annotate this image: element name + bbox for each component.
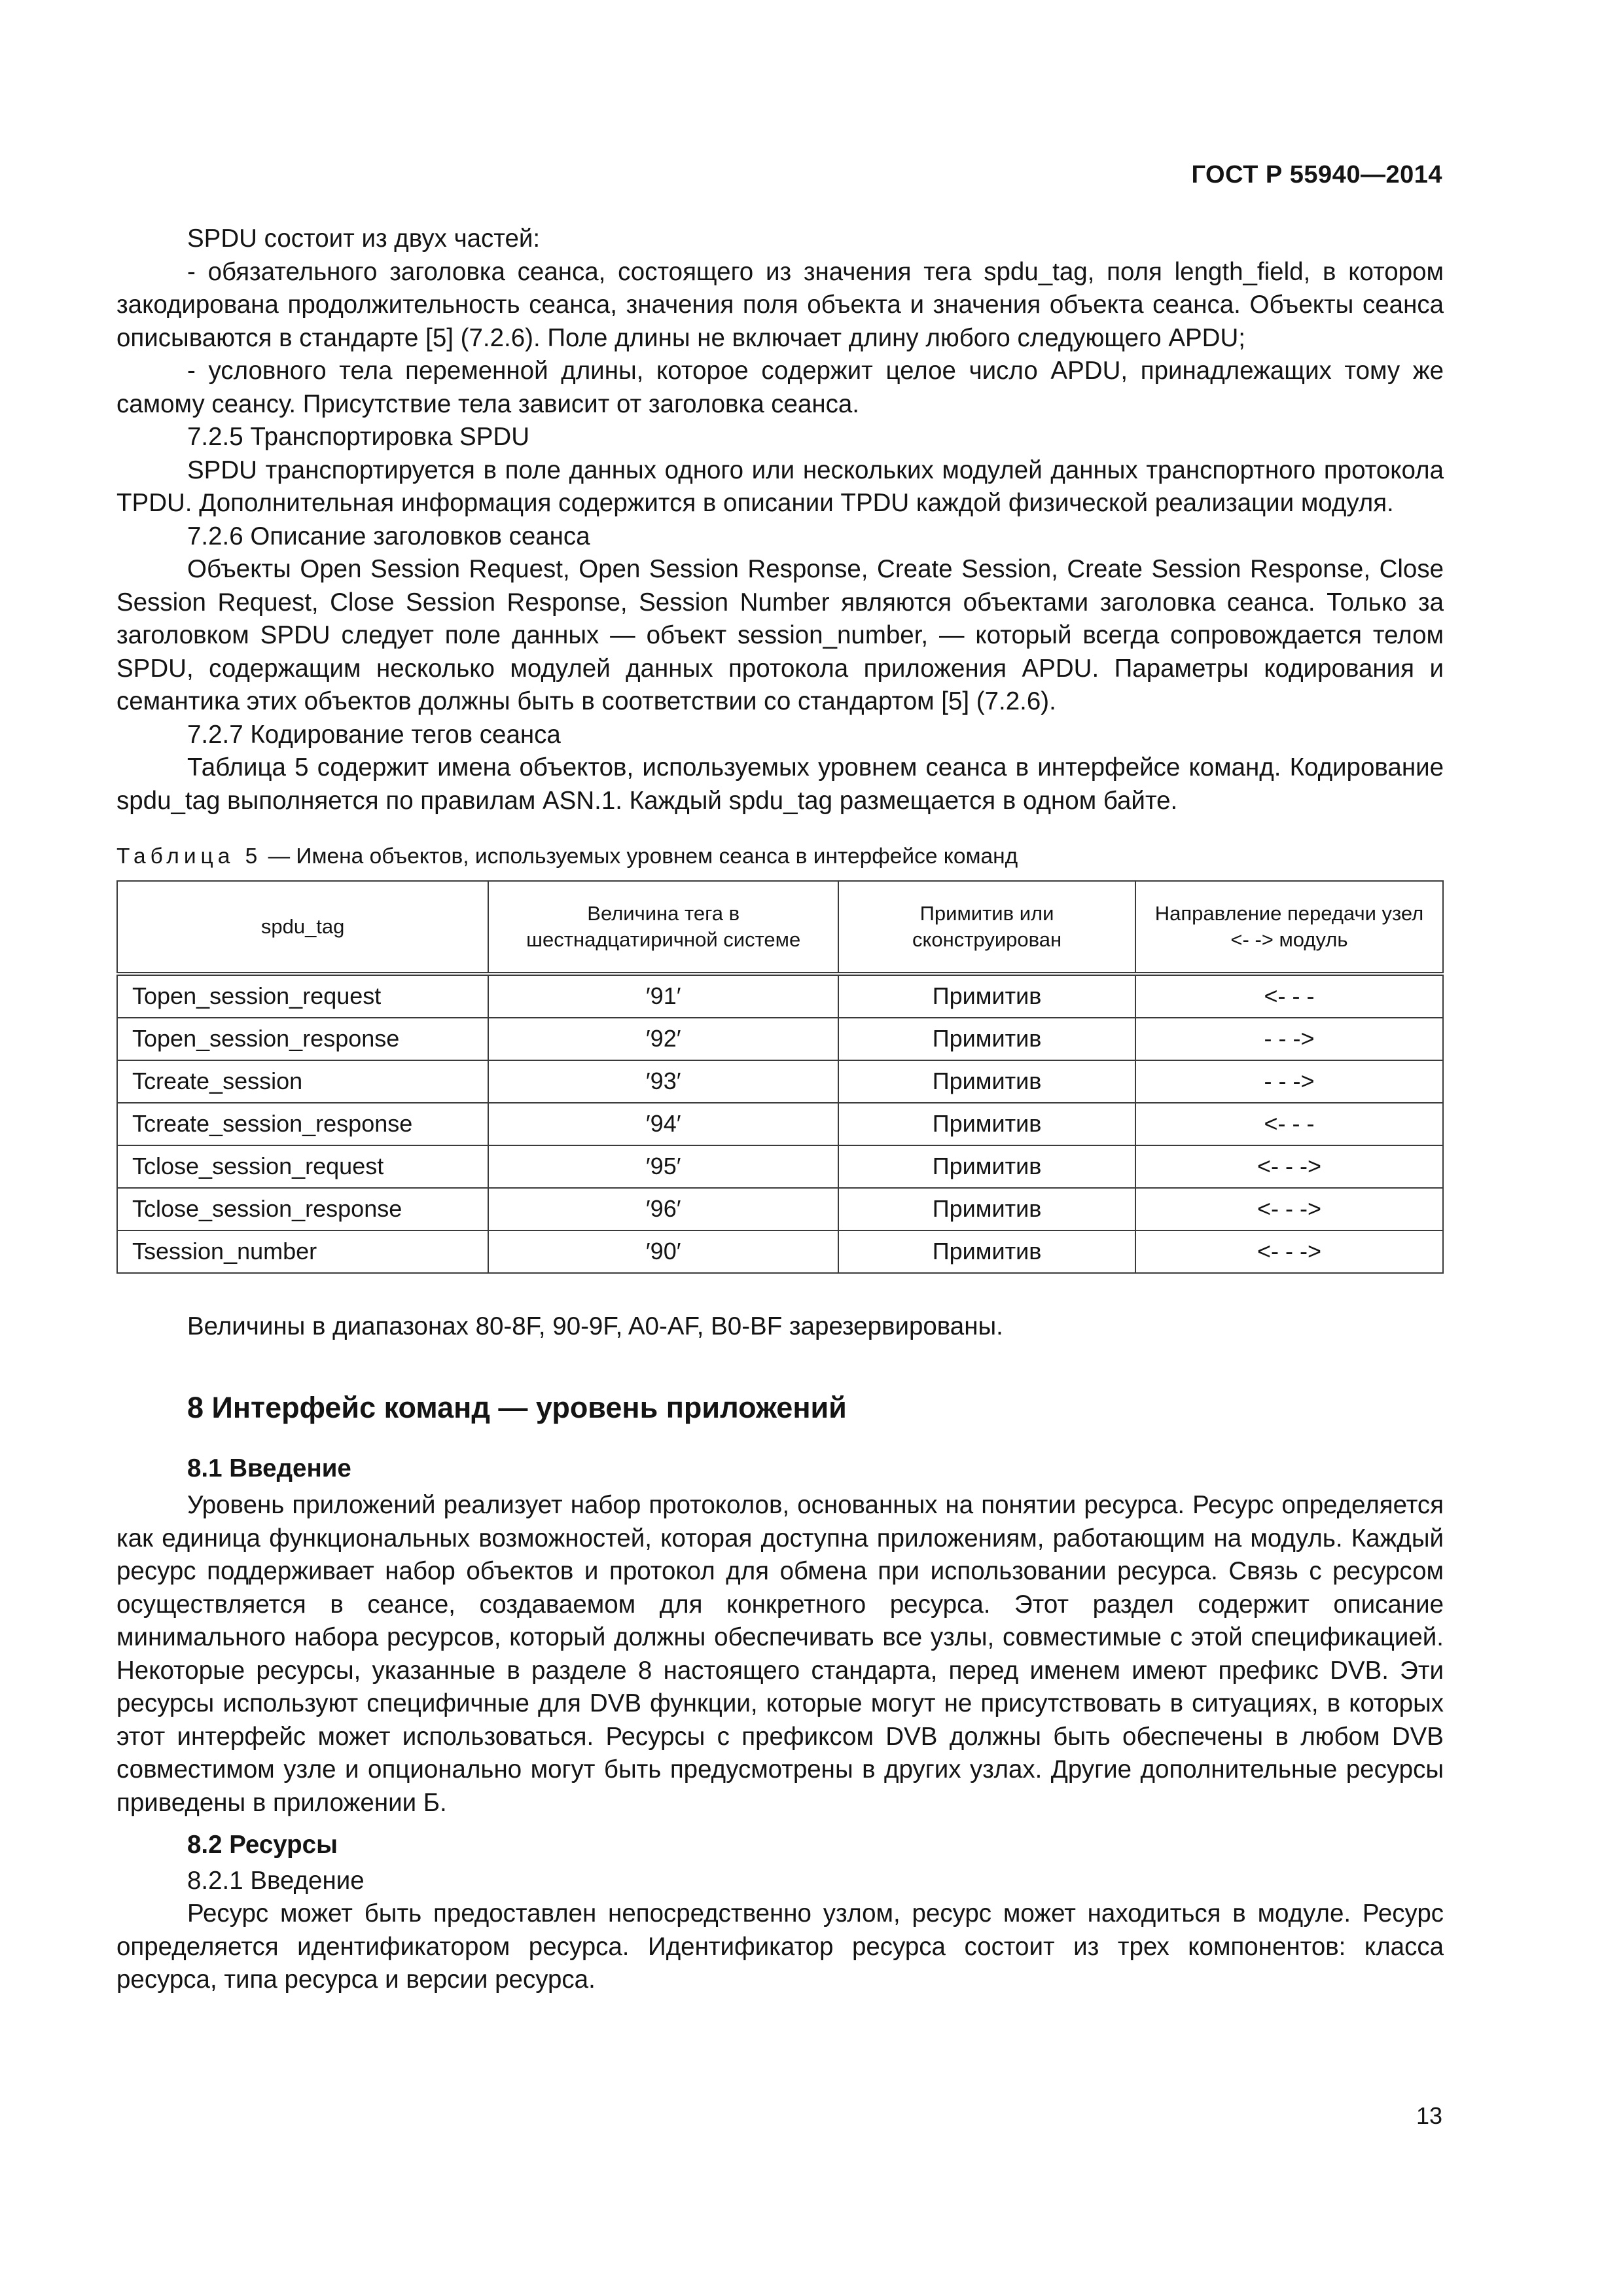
table-caption-label: Таблица 5	[116, 844, 262, 869]
cell-spdu-tag: Tclose_session_request	[117, 1145, 488, 1188]
paragraph: SPDU транспортируется в поле данных одного или нескольких модулей данных транспортного протокола TPDU. Дополнительная информация содержится в описании TPDU каждой физической реализации модуля.	[116, 456, 1444, 517]
cell-primitive: Примитив	[838, 1230, 1135, 1273]
paragraph: - обязательного заголовка сеанса, состоящего из значения тега spdu_tag, поля length_field, в котором закодирована продолжительность сеанса, значения поля объекта и значения объекта сеанса. Объекты сеанса описываются в стандарте [5] (7.2.6). Поле длины не включает длину любого следующего APDU;	[116, 257, 1444, 352]
cell-primitive: Примитив	[838, 974, 1135, 1018]
paragraph: Уровень приложений реализует набор протоколов, основанных на понятии ресурса. Ресурс определяется как единица функциональных возможностей, которая доступна приложениям, работающим на модуль. Каждый ресурс поддерживает набор объектов и протокол для обмена при использовании ресурса. Связь с ресурсом осуществляется в сеансе, создаваемом для конкретного ресурса. Этот раздел содержит описание минимального набора ресурсов, который должны обеспечивать все узлы, совместимые с этой спецификацией. Некоторые ресурсы, указанные в разделе 8 настоящего стандарта, перед именем имеют префикс DVB. Эти ресурсы используют специфичные для DVB функции, которые могут не присутствовать в ситуациях, в которых этот интерфейс может использоваться. Ресурсы с префиксом DVB должны быть обеспечены в любом DVB совместимом узле и опционально могут быть предусмотрены в других узлах. Другие дополнительные ресурсы приведены в приложении Б.	[116, 1491, 1444, 1817]
table-caption	[116, 842, 1444, 871]
cell-spdu-tag: Topen_session_response	[117, 1018, 488, 1060]
cell-spdu-tag: Topen_session_request	[117, 974, 488, 1018]
column-header: spdu_tag	[117, 881, 488, 974]
cell-hex-value: ′95′	[488, 1145, 838, 1188]
table-row	[117, 1230, 1443, 1273]
table-row	[117, 974, 1443, 1018]
document-header: ГОСТ Р 55940—2014	[1191, 161, 1442, 188]
cell-direction: <- - -	[1135, 1103, 1443, 1145]
cell-direction: <- - -	[1135, 974, 1443, 1018]
table-5	[116, 880, 1444, 1274]
cell-direction: - - ->	[1135, 1060, 1443, 1103]
paragraph: - условного тела переменной длины, которое содержит целое число APDU, принадлежащих тому же самому сеансу. Присутствие тела зависит от заголовка сеанса.	[116, 357, 1444, 418]
subsection-heading-7-2-6: 7.2.6 Описание заголовков сеанса	[187, 522, 590, 550]
paragraph: SPDU состоит из двух частей:	[187, 224, 541, 253]
section-heading-8: 8 Интерфейс команд — уровень приложений	[187, 1390, 847, 1424]
subsection-heading-8-2: 8.2 Ресурсы	[187, 1831, 338, 1859]
cell-hex-value: ′93′	[488, 1060, 838, 1103]
cell-direction: - - ->	[1135, 1018, 1443, 1060]
cell-primitive: Примитив	[838, 1060, 1135, 1103]
cell-direction: <- - ->	[1135, 1145, 1443, 1188]
table-header-row	[117, 881, 1443, 974]
cell-spdu-tag: Tsession_number	[117, 1230, 488, 1273]
cell-spdu-tag: Tcreate_session	[117, 1060, 488, 1103]
column-header: Направление передачи узел <- -> модуль	[1135, 881, 1443, 974]
paragraph: Ресурс может быть предоставлен непосредственно узлом, ресурс может находиться в модуле. Ресурс определяется идентификатором ресурса. Идентификатор ресурса состоит из трех компонентов: класса ресурса, типа ресурса и версии ресурса.	[116, 1899, 1444, 1994]
table-row	[117, 1188, 1443, 1230]
cell-hex-value: ′90′	[488, 1230, 838, 1273]
cell-hex-value: ′94′	[488, 1103, 838, 1145]
paragraph: Таблица 5 содержит имена объектов, используемых уровнем сеанса в интерфейсе команд. Кодирование spdu_tag выполняется по правилам ASN.1. Каждый spdu_tag размещается в одном байте.	[116, 753, 1444, 815]
paragraph: Объекты Open Session Request, Open Session Response, Create Session, Create Session Response, Close Session Request, Close Session Response, Session Number являются объектами заголовка сеанса. Только за заголовком SPDU следует поле данных — объект session_number, — который всегда сопровождается телом SPDU, содержащим несколько модулей данных протокола приложения APDU. Параметры кодирования и семантика этих объектов должны быть в соответствии со стандартом [5] (7.2.6).	[116, 555, 1444, 715]
cell-primitive: Примитив	[838, 1145, 1135, 1188]
cell-hex-value: ′96′	[488, 1188, 838, 1230]
column-header: Примитив или сконструирован	[838, 881, 1135, 974]
cell-hex-value: ′91′	[488, 974, 838, 1018]
cell-hex-value: ′92′	[488, 1018, 838, 1060]
subsection-heading-8-1: 8.1 Введение	[187, 1454, 351, 1482]
cell-primitive: Примитив	[838, 1188, 1135, 1230]
table-row	[117, 1060, 1443, 1103]
page-number: 13	[1416, 2102, 1442, 2129]
subsection-heading-8-2-1: 8.2.1 Введение	[187, 1866, 365, 1895]
column-header: Величина тега в шестнадцатиричной системе	[488, 881, 838, 974]
table-caption-text: — Имена объектов, используемых уровнем сеанса в интерфейсе команд	[262, 844, 1018, 869]
reserved-note: Величины в диапазонах 80-8F, 90-9F, A0-AF, B0-BF зарезервированы.	[187, 1312, 1003, 1340]
table-row	[117, 1103, 1443, 1145]
cell-spdu-tag: Tclose_session_response	[117, 1188, 488, 1230]
cell-primitive: Примитив	[838, 1103, 1135, 1145]
body-text	[116, 223, 1444, 1997]
cell-direction: <- - ->	[1135, 1230, 1443, 1273]
table-row	[117, 1018, 1443, 1060]
table-row	[117, 1145, 1443, 1188]
cell-spdu-tag: Tcreate_session_response	[117, 1103, 488, 1145]
subsection-heading-7-2-5: 7.2.5 Транспортировка SPDU	[187, 423, 530, 451]
cell-primitive: Примитив	[838, 1018, 1135, 1060]
cell-direction: <- - ->	[1135, 1188, 1443, 1230]
subsection-heading-7-2-7: 7.2.7 Кодирование тегов сеанса	[187, 720, 561, 749]
